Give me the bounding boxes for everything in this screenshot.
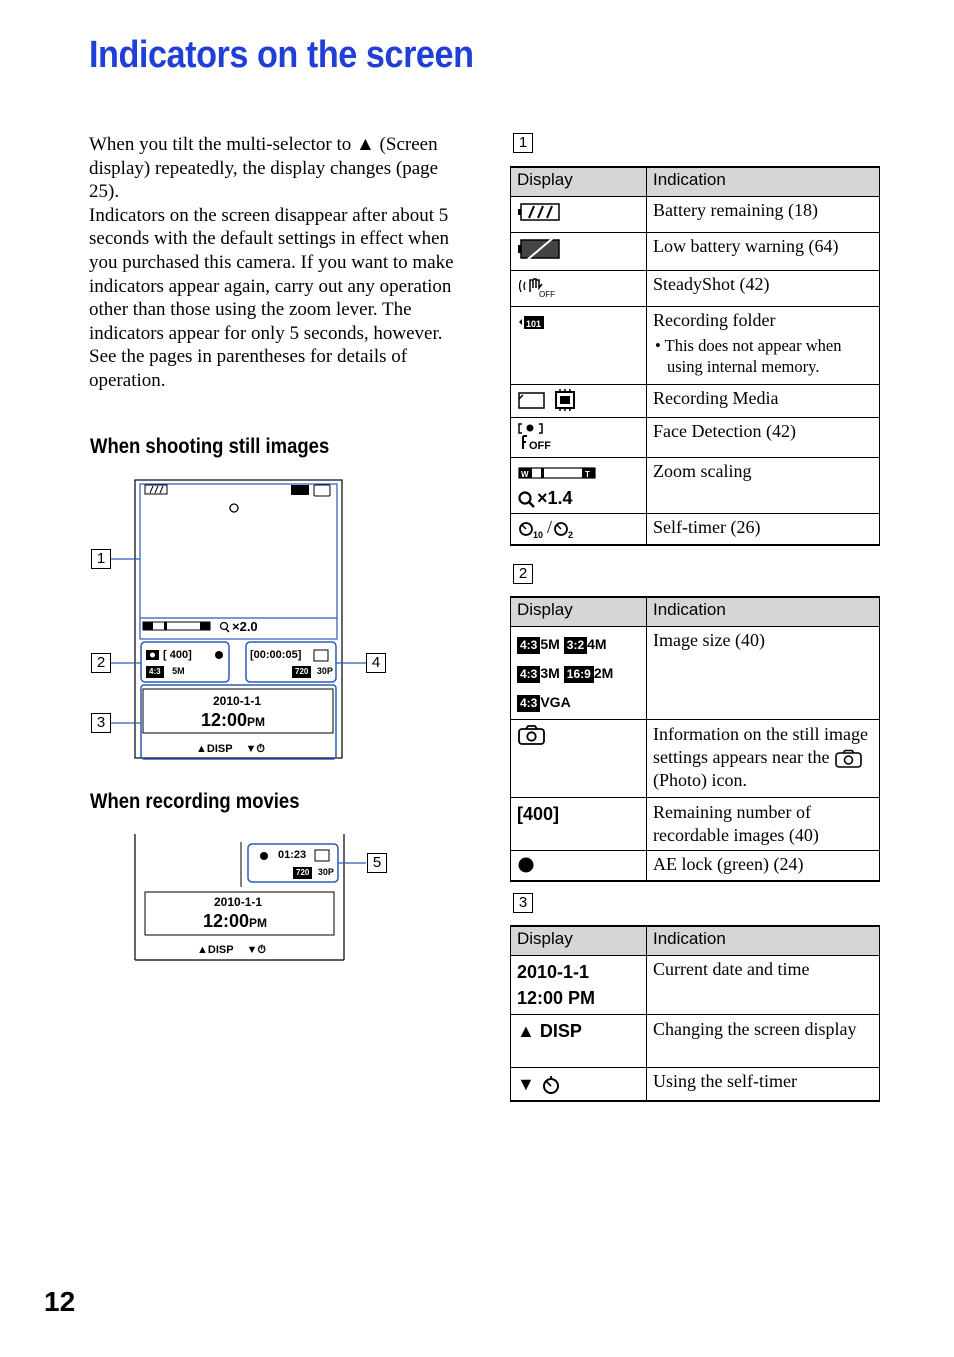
indication-text: Information on the still image settings appears near the bbox=[653, 724, 868, 767]
still-lcd-diagram bbox=[88, 478, 398, 763]
marker-3: 3 bbox=[91, 713, 111, 733]
recording-media-icon bbox=[517, 389, 547, 411]
lcd-image-size: 5M bbox=[172, 666, 185, 676]
still-images-heading: When shooting still images bbox=[90, 435, 330, 458]
table-2 bbox=[510, 596, 880, 882]
table-row bbox=[511, 271, 880, 307]
indication-text: Recording Media bbox=[647, 385, 880, 418]
table-row bbox=[511, 513, 880, 545]
display-date: 2010-1-1 bbox=[517, 962, 590, 982]
movie-fps: 30P bbox=[317, 867, 334, 877]
table-row bbox=[511, 851, 880, 881]
movies-heading: When recording movies bbox=[90, 790, 300, 813]
lcd-movie-size-tag: 720 bbox=[292, 666, 311, 678]
indication-text: Recording folder bbox=[653, 310, 776, 330]
svg-text:2: 2 bbox=[568, 529, 574, 540]
indication-text: AE lock (green) (24) bbox=[647, 851, 880, 881]
lcd-zoom-value: ×2.0 bbox=[232, 619, 258, 634]
indication-text: (Photo) icon. bbox=[653, 770, 747, 790]
steadyshot-off-icon bbox=[517, 274, 557, 298]
table-row bbox=[511, 418, 880, 458]
display-value: ▲ DISP bbox=[511, 1015, 647, 1068]
camera-icon bbox=[517, 724, 547, 746]
lcd-fps: 30P bbox=[316, 666, 333, 676]
page-title: Indicators on the screen bbox=[89, 34, 474, 76]
bullet-icon: • bbox=[655, 336, 665, 355]
lcd-timer-nav: ▼ bbox=[245, 743, 257, 755]
marker-4: 4 bbox=[366, 653, 386, 673]
movie-ampm: PM bbox=[249, 916, 268, 930]
self-timer-icon: ⏱ bbox=[256, 743, 265, 755]
display-time: 12:00 PM bbox=[517, 988, 596, 1008]
ae-lock-icon bbox=[517, 856, 537, 876]
indication-text: Using the self-timer bbox=[647, 1068, 880, 1102]
col-header-indication: Indication bbox=[647, 597, 880, 627]
movie-size-tag: 720 bbox=[293, 867, 312, 879]
table-3 bbox=[510, 925, 880, 1102]
svg-text:T: T bbox=[585, 469, 590, 479]
aspect-tag: 4:3 bbox=[517, 666, 540, 683]
table1-marker: 1 bbox=[513, 133, 533, 153]
intro-text bbox=[89, 133, 461, 393]
movie-rec-time: 01:23 bbox=[278, 849, 307, 861]
indication-text: Changing the screen display bbox=[647, 1015, 880, 1068]
face-detection-off-icon bbox=[517, 421, 557, 451]
lcd-time: 12:00 bbox=[201, 710, 248, 730]
magnifier-icon bbox=[517, 490, 537, 510]
lcd-aspect-tag: 4:3 bbox=[146, 666, 164, 678]
marker-1: 1 bbox=[91, 549, 111, 569]
table-row bbox=[511, 720, 880, 798]
movie-disp-label: ▲DISP bbox=[197, 944, 234, 956]
image-size-label: 5M bbox=[540, 636, 560, 652]
self-timer-separator: / bbox=[547, 516, 553, 537]
self-timer-icon bbox=[540, 1074, 562, 1096]
table-row bbox=[511, 627, 880, 720]
indication-text: SteadyShot (42) bbox=[647, 271, 880, 307]
lcd-disp-label: ▲DISP bbox=[196, 743, 233, 755]
self-timer-icon: ⏱ bbox=[257, 944, 266, 956]
display-value: ▼ bbox=[517, 1074, 535, 1094]
table3-marker: 3 bbox=[513, 893, 533, 913]
image-size-label: 2M bbox=[593, 665, 614, 681]
indication-text: Self-timer (26) bbox=[647, 513, 880, 545]
indication-text: Face Detection (42) bbox=[647, 418, 880, 458]
indication-text: Battery remaining (18) bbox=[647, 197, 880, 233]
table2-marker: 2 bbox=[513, 564, 533, 584]
intro-paragraph: When you tilt the multi-selector to ▲ (Screen display) repeatedly, the display changes (page 25). bbox=[89, 134, 439, 203]
table-row bbox=[511, 307, 880, 385]
table-row bbox=[511, 798, 880, 851]
movie-timer-nav: ▼ bbox=[246, 944, 258, 956]
aspect-tag: 3:2 bbox=[564, 637, 587, 654]
aspect-tag: 4:3 bbox=[517, 637, 540, 654]
col-header-display: Display bbox=[511, 597, 647, 627]
zoom-value: ×1.4 bbox=[537, 488, 573, 508]
marker-2: 2 bbox=[91, 653, 111, 673]
recording-folder-icon bbox=[517, 313, 547, 331]
svg-text:101: 101 bbox=[526, 318, 542, 329]
movie-date: 2010-1-1 bbox=[214, 895, 263, 909]
lcd-rec-time: [00:00:05] bbox=[250, 649, 302, 661]
indication-text: Low battery warning (64) bbox=[647, 233, 880, 271]
lcd-date: 2010-1-1 bbox=[213, 694, 262, 708]
col-header-indication: Indication bbox=[647, 167, 880, 197]
col-header-display: Display bbox=[511, 926, 647, 956]
image-size-label: 3M bbox=[540, 665, 560, 681]
indication-text: Current date and time bbox=[647, 956, 880, 1015]
battery-icon bbox=[517, 201, 563, 223]
lcd-ampm: PM bbox=[247, 715, 266, 729]
movie-lcd-diagram bbox=[133, 832, 398, 964]
low-battery-icon bbox=[517, 236, 563, 262]
movie-time: 12:00 bbox=[203, 911, 250, 931]
indication-note: This does not appear when using internal memory. bbox=[664, 336, 842, 376]
internal-memory-icon bbox=[552, 388, 578, 412]
aspect-tag: 16:9 bbox=[564, 666, 594, 683]
table-row bbox=[511, 197, 880, 233]
table-row bbox=[511, 385, 880, 418]
indication-text: Remaining number of recordable images (40) bbox=[647, 798, 880, 851]
self-timer-2s-icon bbox=[552, 518, 578, 540]
self-timer-10s-icon bbox=[517, 518, 547, 540]
svg-text:OFF: OFF bbox=[539, 290, 555, 298]
svg-text:W: W bbox=[521, 469, 529, 479]
table-row bbox=[511, 233, 880, 271]
display-value: [400] bbox=[511, 798, 647, 851]
intro-paragraph: Indicators on the screen disappear after about 5 seconds with the default settings in effect when you purchased this camera. If you want to make indicators appear again, carry out any operation other than those using the zoom lever. The indicators appear for only 5 seconds, however. bbox=[89, 204, 454, 344]
intro-paragraph: See the pages in parentheses for details of operation. bbox=[89, 346, 408, 391]
table-row bbox=[511, 1068, 880, 1102]
page-number: 12 bbox=[44, 1286, 76, 1317]
table-row bbox=[511, 956, 880, 1015]
indication-text: Image size (40) bbox=[647, 627, 880, 720]
image-size-label: 4M bbox=[587, 636, 607, 652]
aspect-tag: 4:3 bbox=[517, 695, 540, 712]
lcd-remaining-count: [ 400] bbox=[163, 649, 192, 661]
zoom-scaling-icon bbox=[517, 465, 597, 481]
image-size-label: VGA bbox=[540, 694, 571, 710]
svg-text:OFF: OFF bbox=[529, 440, 551, 451]
svg-text:10: 10 bbox=[533, 529, 544, 540]
marker-5: 5 bbox=[367, 853, 387, 873]
col-header-indication: Indication bbox=[647, 926, 880, 956]
table-row bbox=[511, 1015, 880, 1068]
indication-text: Zoom scaling bbox=[647, 458, 880, 514]
col-header-display: Display bbox=[511, 167, 647, 197]
camera-icon bbox=[834, 749, 864, 769]
table-row bbox=[511, 458, 880, 514]
table-1 bbox=[510, 166, 880, 546]
